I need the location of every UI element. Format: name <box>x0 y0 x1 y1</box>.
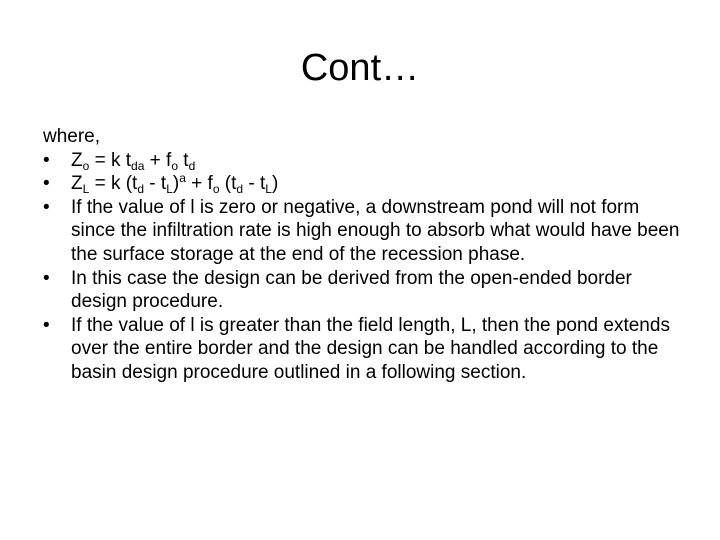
intro-text: where, <box>43 126 101 147</box>
subscript: o <box>171 158 178 173</box>
equation-text: - t <box>243 173 266 195</box>
equation-text: t <box>178 149 189 171</box>
bullet-icon: • <box>43 314 50 336</box>
var-z: Z <box>71 173 83 195</box>
slide-body <box>43 125 683 385</box>
subscript: o <box>82 158 90 173</box>
var-l: l <box>190 314 195 336</box>
bullet-list <box>43 149 683 385</box>
equation-text: ) <box>172 173 180 195</box>
list-item-greater-than <box>43 314 683 385</box>
equation-text: = k (t <box>89 173 138 195</box>
bullet-icon: • <box>43 267 50 289</box>
bullet-icon: • <box>43 149 50 171</box>
subscript: L <box>82 182 90 197</box>
equation-text: ) <box>271 173 279 195</box>
list-item-text: In this case the design can be derived from the open-ended border design procedure. <box>71 267 632 313</box>
subscript: L <box>265 182 272 197</box>
superscript: a <box>179 171 186 186</box>
list-item-open-ended <box>43 267 683 314</box>
subscript: d <box>137 182 145 197</box>
var-l: l <box>190 196 195 218</box>
equation-text: - t <box>144 173 167 195</box>
subscript: L <box>166 182 173 197</box>
equation-text: + f <box>144 149 172 171</box>
subscript: o <box>212 182 220 197</box>
var-z: Z <box>71 149 83 171</box>
subscript: d <box>236 182 244 197</box>
list-item-zero-negative <box>43 196 683 267</box>
bullet-icon: • <box>43 196 50 218</box>
bullet-icon: • <box>43 173 50 195</box>
subscript: da <box>131 158 145 173</box>
var-field-length: L <box>460 314 472 336</box>
equation-text: (t <box>219 173 237 195</box>
list-item-equation-zl <box>43 172 683 196</box>
slide-title: Cont… <box>300 47 420 89</box>
equation-text: = k t <box>89 149 132 171</box>
list-item-equation-zo <box>43 149 683 173</box>
list-item-text: , then the pond extends over the entire border and the design can be handled according to the basin design procedure outlined in a following section. <box>71 314 670 383</box>
list-item-text: is zero or negative, a downstream pond will not form since the infiltration rate is high enough to absorb what would have been the surface storage at the end of the recession phase. <box>71 196 680 265</box>
list-item-text: If the value of <box>71 196 191 218</box>
list-item-text: is greater than the field length, <box>194 314 461 336</box>
subscript: d <box>188 158 196 173</box>
list-item-text: If the value of <box>71 314 191 336</box>
equation-text: + f <box>185 173 213 195</box>
